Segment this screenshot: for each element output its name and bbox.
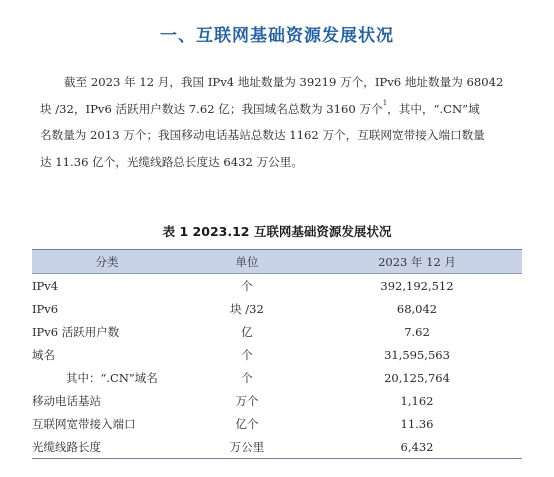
resource-table xyxy=(32,249,522,459)
row-unit: 个 xyxy=(241,278,253,293)
row-category: 光缆线路长度 xyxy=(32,439,101,454)
table-row xyxy=(32,343,522,366)
row-value: 1,162 xyxy=(400,393,434,408)
row-unit: 亿个 xyxy=(235,416,259,431)
header-category: 分类 xyxy=(95,254,119,269)
row-category: IPv4 xyxy=(32,278,59,293)
row-value: 392,192,512 xyxy=(380,278,454,293)
paragraph-line-1: 截至 2023 年 12 月，我国 IPv4 地址数量为 39219 万个，IPv6 地址数量为 68042 xyxy=(64,75,504,89)
row-value: 31,595,563 xyxy=(384,347,450,362)
row-category: 域名 xyxy=(32,347,55,362)
header-value: 2023 年 12 月 xyxy=(378,254,456,269)
row-category: 互联网宽带接入端口 xyxy=(32,416,136,431)
paragraph-line-2-tail: ，其中，“.CN”域 xyxy=(387,101,480,116)
header-unit: 单位 xyxy=(235,254,259,269)
paragraph-line-4: 达 11.36 亿个，光缆线路总长度达 6432 万公里。 xyxy=(40,154,303,169)
table-row xyxy=(32,297,522,320)
row-category: 移动电话基站 xyxy=(32,393,101,408)
table-row xyxy=(32,435,522,459)
paragraph-line-3: 名数量为 2013 万个；我国移动电话基站总数达 1162 万个，互联网宽带接入端口数量 xyxy=(40,128,485,142)
table-row xyxy=(32,389,522,412)
row-category: IPv6 活跃用户数 xyxy=(32,324,120,339)
table-row xyxy=(32,412,522,435)
row-unit: 个 xyxy=(241,347,253,362)
paragraph-line-2 xyxy=(40,96,526,123)
table-caption: 表 1 2023.12 互联网基础资源发展状况 xyxy=(162,224,392,239)
paragraph-line-2-text: 块 /32，IPv6 活跃用户数达 7.62 亿；我国域名总数为 3160 万个 xyxy=(40,101,383,116)
row-value: 11.36 xyxy=(400,416,434,431)
row-category: 其中：“.CN”域名 xyxy=(66,370,158,385)
row-category: IPv6 xyxy=(32,301,59,316)
row-value: 6,432 xyxy=(400,439,434,454)
table-row xyxy=(32,366,522,389)
row-value: 7.62 xyxy=(404,324,430,339)
row-unit: 万公里 xyxy=(229,439,265,454)
footnote-mark: 1 xyxy=(382,98,388,107)
body-paragraph xyxy=(40,69,526,175)
row-value: 20,125,764 xyxy=(384,370,450,385)
table-header-row xyxy=(32,250,522,274)
row-unit: 万个 xyxy=(235,393,259,408)
table-row xyxy=(32,274,522,298)
section-heading: 一、互联网基础资源发展状况 xyxy=(160,26,394,46)
row-unit: 块 /32 xyxy=(230,301,264,316)
table-row xyxy=(32,320,522,343)
row-unit: 个 xyxy=(241,370,253,385)
row-unit: 亿 xyxy=(241,324,253,339)
row-value: 68,042 xyxy=(396,301,438,316)
